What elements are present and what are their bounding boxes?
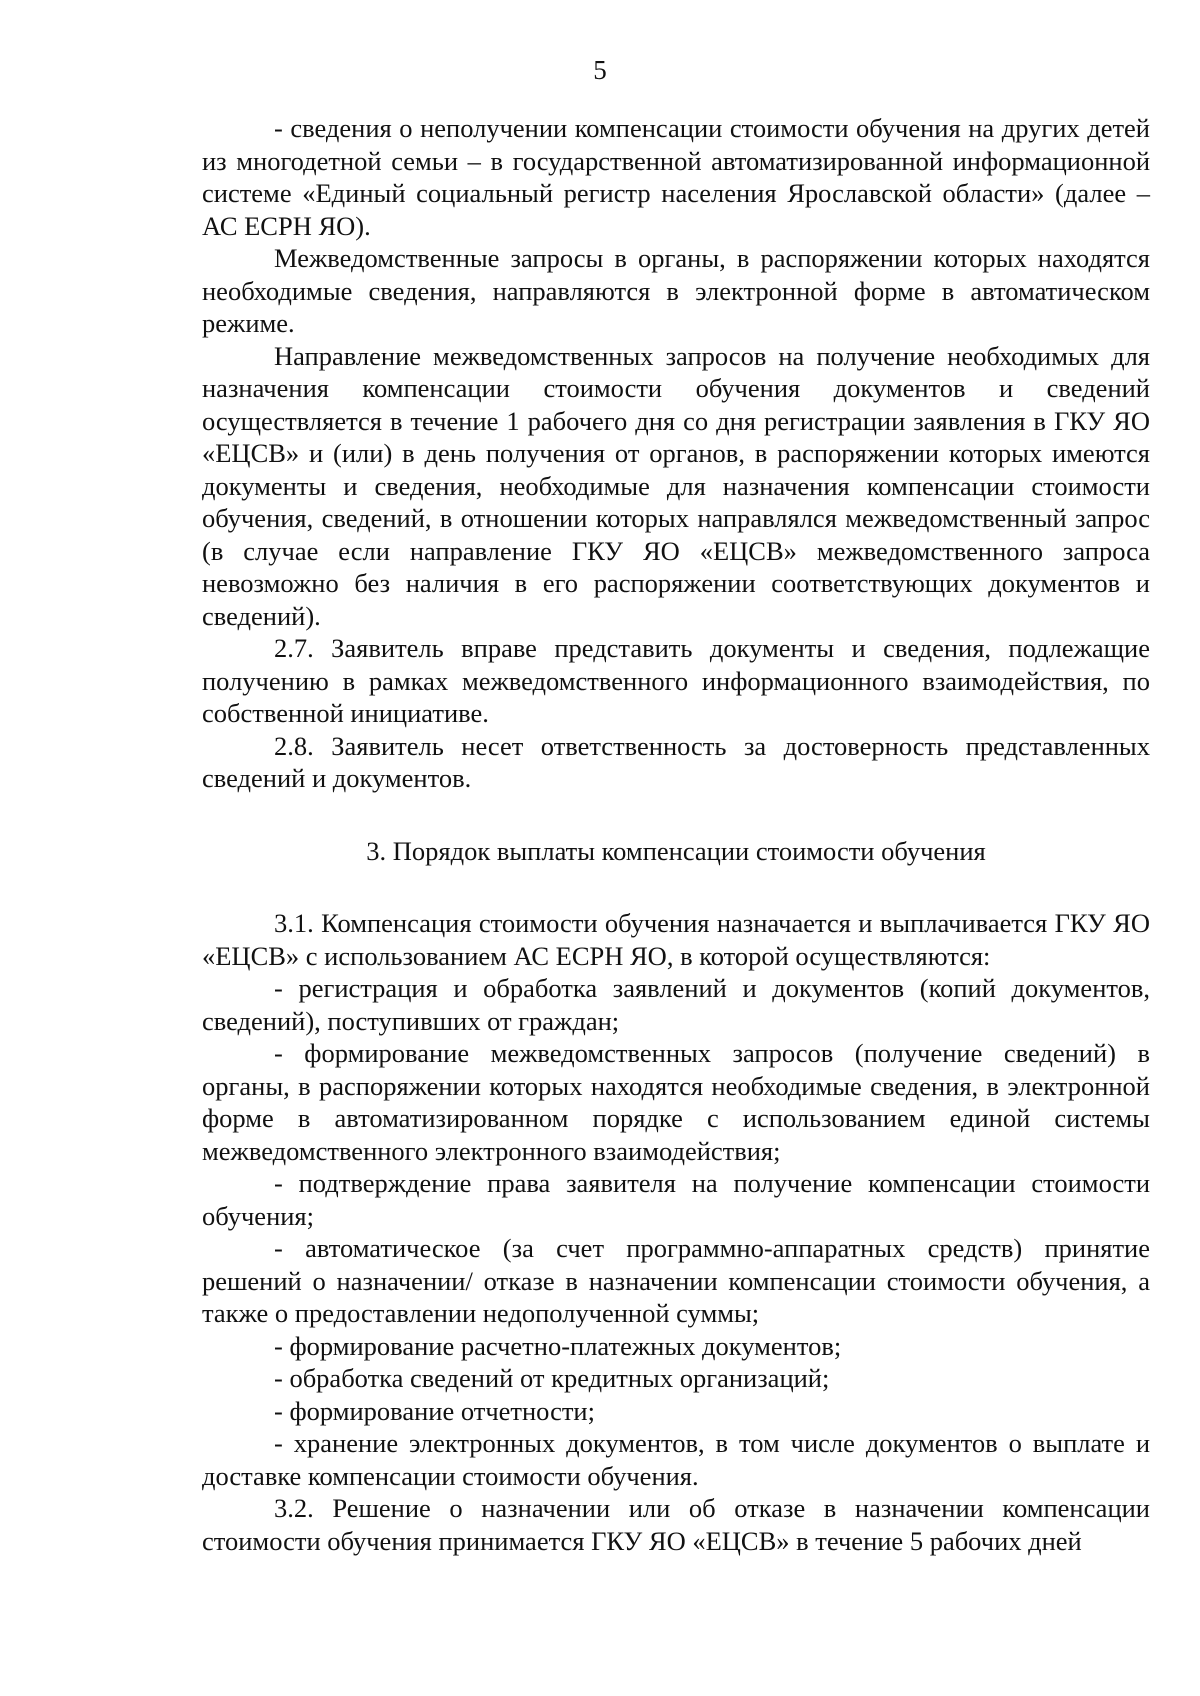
- list-item: - формирование отчетности;: [274, 1395, 595, 1426]
- section-heading: 3. Порядок выплаты компенсации стоимости обучения: [366, 835, 986, 866]
- list-item: - обработка сведений от кредитных организаций;: [274, 1363, 830, 1393]
- paragraph: Направление межведомственных запросов на получение необходимых для назначения компенсации стоимости обучения документов и сведений осуществляется в течение 1 рабочего дня со дня регистрации заявления в ГКУ ЯО «ЕЦСВ» и (или) в день получения от органов, в распоряжении которых имеются документы и сведения, необходимые для назначения компенсации стоимости обучения, сведений, в отношении которых направлялся межведомственный запрос (в случае если направление ГКУ ЯО «ЕЦСВ» межведомственного запроса невозможно без наличия в его распоряжении соответствующих документов и сведений).: [202, 340, 1150, 631]
- paragraph: 3.2. Решение о назначении или об отказе в назначении компенсации стоимости обучения принимается ГКУ ЯО «ЕЦСВ» в течение 5 рабочих дней: [202, 1493, 1150, 1556]
- page-number: 5: [593, 55, 607, 85]
- paragraph: - сведения о неполучении компенсации стоимости обучения на других детей из многодетной семьи – в государственной автоматизированной информационной системе «Единый социальный регистр населения Ярославской области» (далее – АС ЕСРН ЯО).: [202, 113, 1150, 241]
- paragraph: 3.1. Компенсация стоимости обучения назначается и выплачивается ГКУ ЯО «ЕЦСВ» с использованием АС ЕСРН ЯО, в которой осуществляются:: [202, 908, 1150, 971]
- list-item: - формирование межведомственных запросов (получение сведений) в органы, в распоряжении которых находятся необходимые сведения, в электронной форме в автоматизированном порядке с использованием единой системы межведомственного электронного взаимодействия;: [202, 1038, 1150, 1166]
- paragraph: 2.8. Заявитель несет ответственность за достоверность представленных сведений и документов.: [202, 730, 1150, 793]
- paragraph: Межведомственные запросы в органы, в распоряжении которых находятся необходимые сведения, направляются в электронной форме в автоматическом режиме.: [202, 243, 1150, 338]
- document-body: [202, 112, 1150, 1557]
- list-item: - хранение электронных документов, в том числе документов о выплате и доставке компенсации стоимости обучения.: [202, 1428, 1150, 1491]
- list-item: - регистрация и обработка заявлений и документов (копий документов, сведений), поступивших от граждан;: [202, 973, 1150, 1036]
- list-item: - автоматическое (за счет программно-аппаратных средств) принятие решений о назначении/ отказе в назначении компенсации стоимости обучения, а также о предоставлении недополученной суммы;: [202, 1233, 1150, 1328]
- paragraph: 2.7. Заявитель вправе представить документы и сведения, подлежащие получению в рамках межведомственного информационного взаимодействия, по собственной инициативе.: [202, 633, 1150, 728]
- list-item: - формирование расчетно-платежных документов;: [274, 1330, 842, 1361]
- list-item: - подтверждение права заявителя на получение компенсации стоимости обучения;: [202, 1168, 1150, 1231]
